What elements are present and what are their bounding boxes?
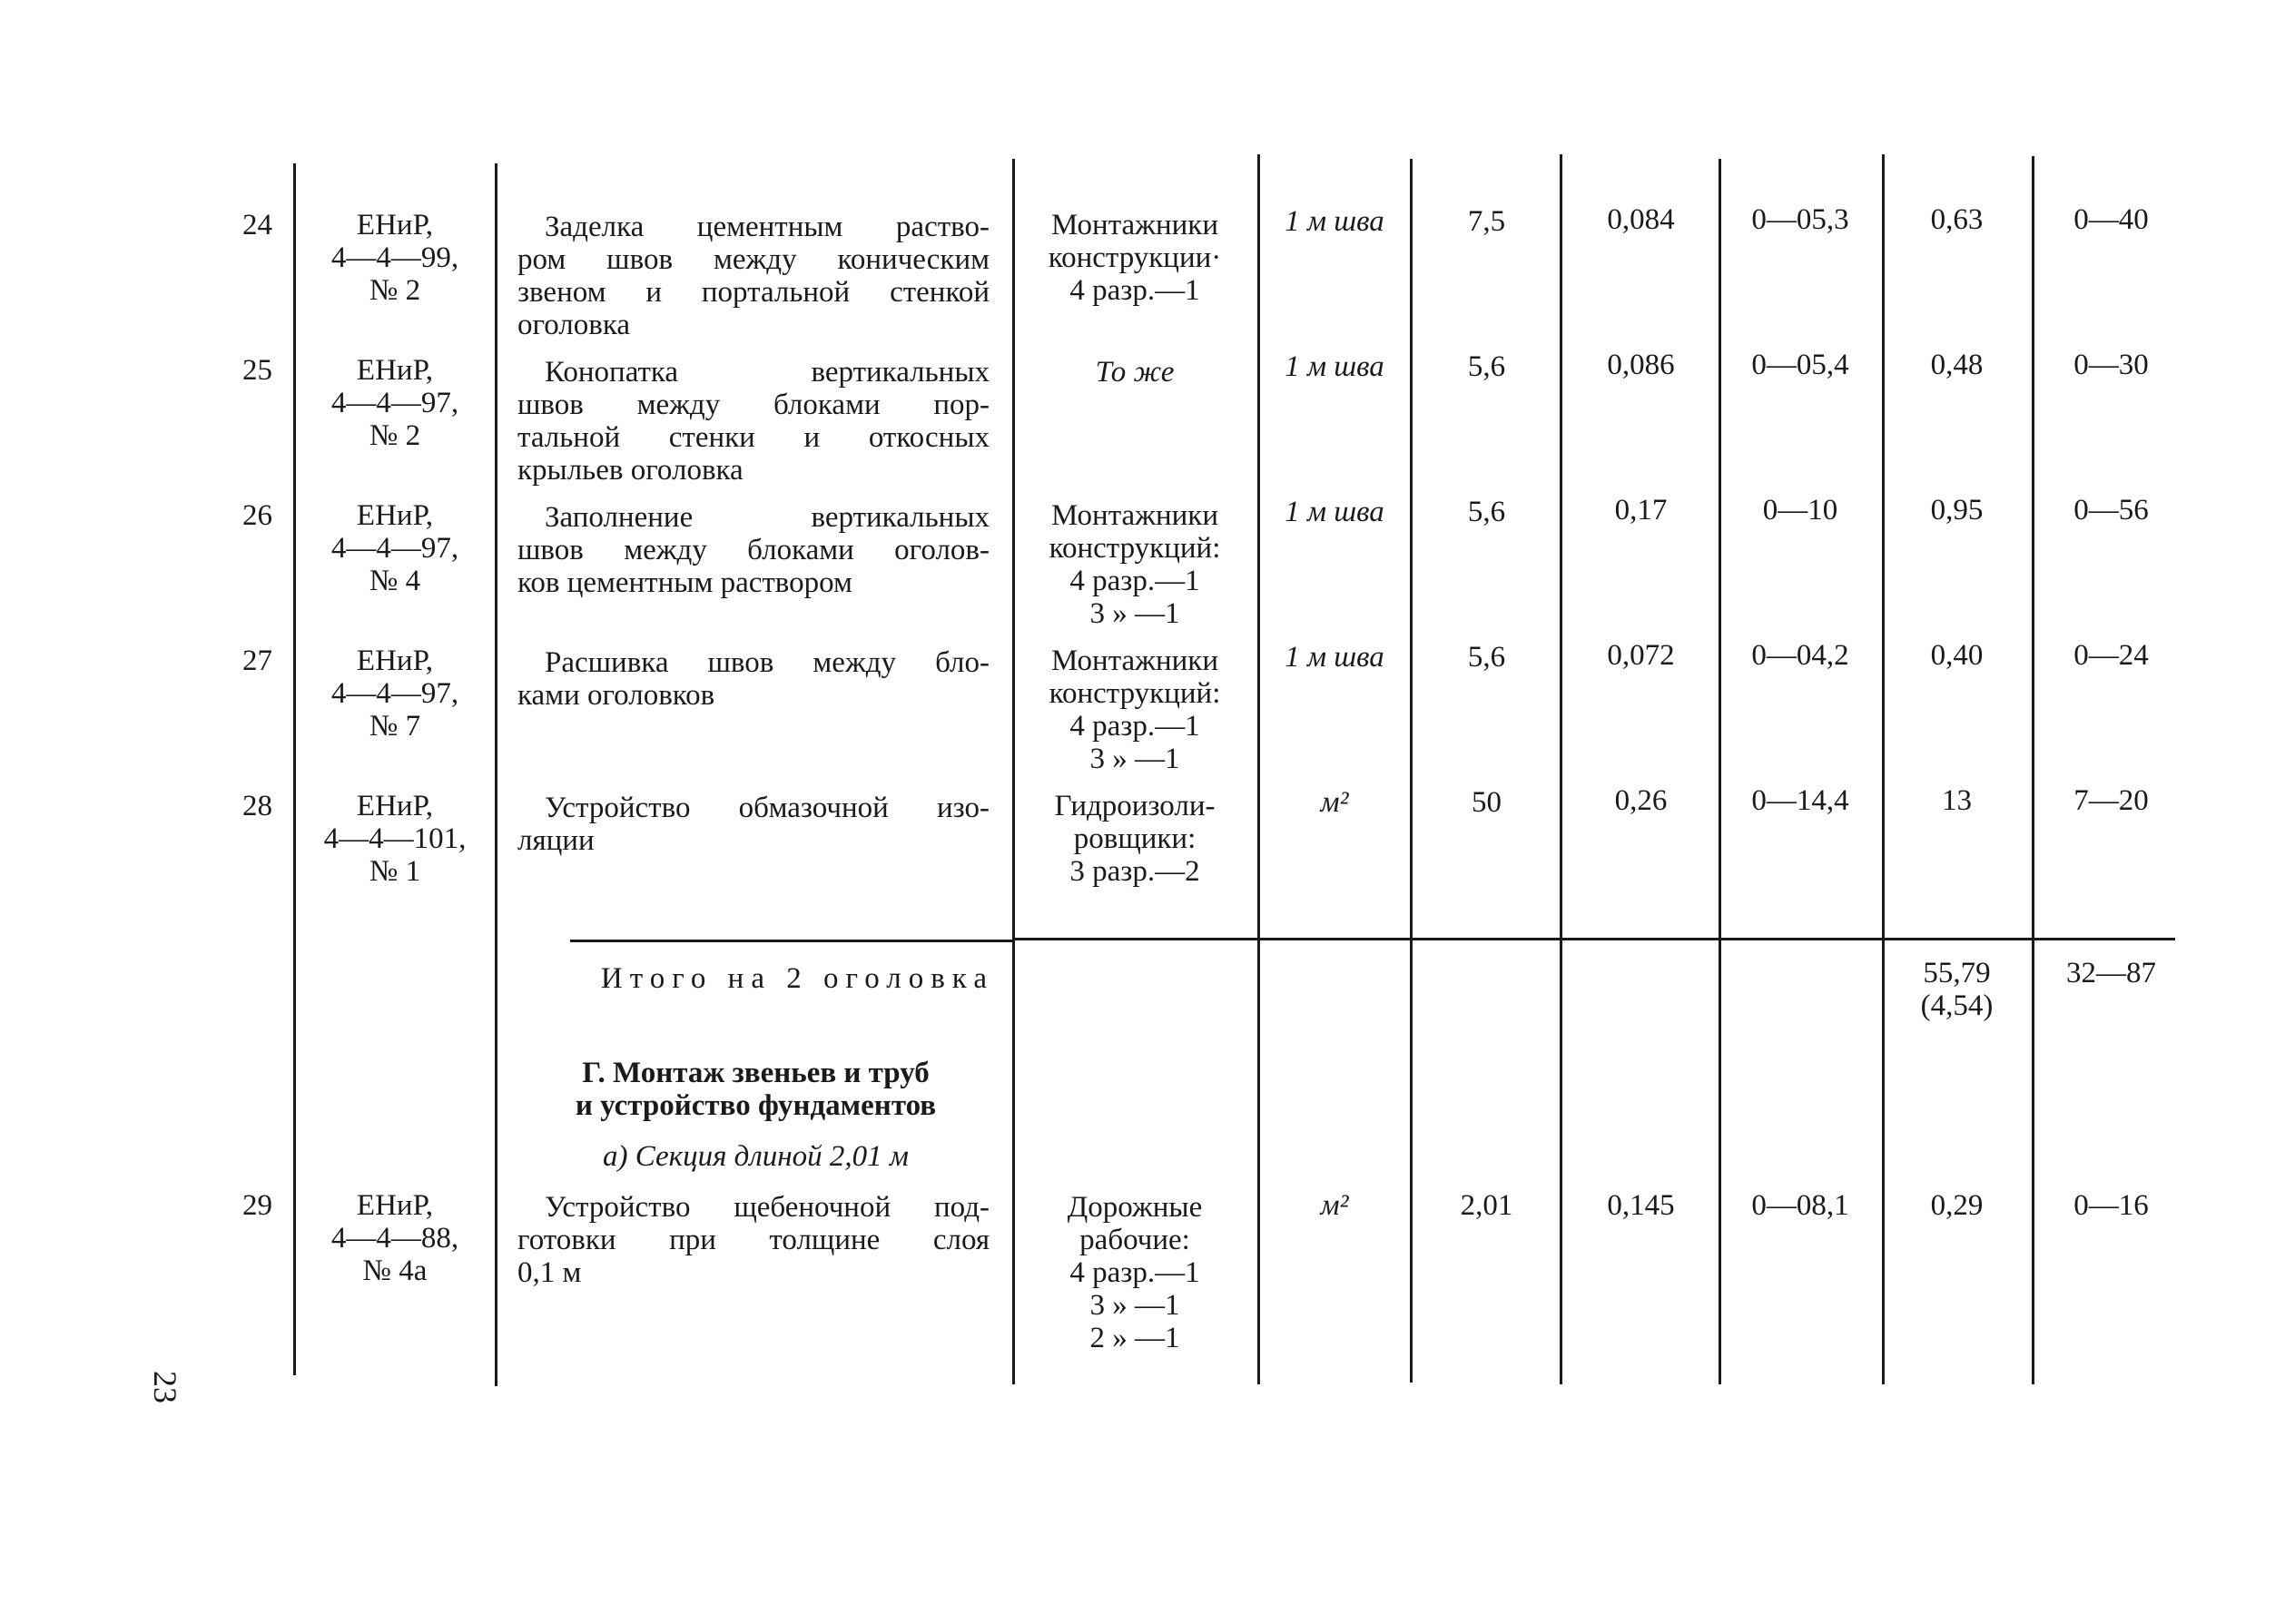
row-number: 27: [242, 645, 272, 677]
work-description: Расшивка швов между бло- ками оголовков: [517, 646, 990, 712]
price: 0—04,2: [1751, 639, 1849, 672]
unit: 1 м шва: [1285, 350, 1384, 383]
price: 0—14,4: [1751, 784, 1849, 817]
totals-label: Итого на 2 оголовка: [600, 962, 994, 995]
quantity: 2,01: [1460, 1189, 1513, 1222]
price: 0—05,3: [1751, 203, 1849, 236]
time-norm: 0,26: [1614, 784, 1668, 817]
row-number: 28: [242, 790, 272, 822]
time-norm: 0,17: [1614, 494, 1668, 527]
price: 0—10: [1762, 494, 1838, 527]
cost: 0—30: [2073, 349, 2149, 381]
quantity: 50: [1472, 786, 1502, 819]
work-description: Устройство обмазочной изо- ляции: [517, 792, 990, 857]
cost: 0—24: [2073, 639, 2149, 672]
labor: 0,63: [1930, 203, 1984, 236]
workers: Монтажники конструкций: 4 разр.—1 3 » —1: [1049, 499, 1221, 630]
section-subheading: а) Секция длиной 2,01 м: [603, 1140, 909, 1173]
quantity: 5,6: [1467, 350, 1506, 383]
cost: 0—56: [2073, 494, 2149, 527]
reference: ЕНиР, 4—4—99, № 2: [330, 209, 459, 307]
totals-rule: [1015, 938, 2175, 940]
time-norm: 0,145: [1607, 1189, 1675, 1222]
reference: ЕНиР, 4—4—97, № 2: [330, 354, 459, 452]
time-norm: 0,086: [1607, 349, 1675, 381]
labor: 0,29: [1930, 1189, 1984, 1222]
row-number: 29: [242, 1189, 272, 1222]
unit: 1 м шва: [1285, 205, 1384, 238]
column-rule: [495, 163, 497, 1386]
work-description: Заполнение вертикальных швов между блоками оголов- ков цементным раствором: [517, 501, 990, 599]
cost: 0—16: [2073, 1189, 2149, 1222]
column-rule: [1560, 154, 1562, 1384]
workers: То же: [1095, 356, 1175, 389]
workers: Дорожные рабочие: 4 разр.—1 3 » —1 2 » —1: [1067, 1191, 1203, 1354]
reference: ЕНиР, 4—4—97, № 7: [330, 645, 459, 743]
row-number: 26: [242, 499, 272, 532]
work-description: Заделка цементным раство- ром швов между коническим звеном и портальной стенкой оголовка: [517, 211, 990, 341]
labor: 0,95: [1930, 494, 1984, 527]
totals-cost: 32—87: [2066, 957, 2156, 989]
work-description: Устройство щебеночной под- готовки при толщине слоя 0,1 м: [517, 1191, 990, 1289]
labor: 13: [1942, 784, 1972, 817]
unit: м²: [1320, 1189, 1349, 1222]
column-rule: [1257, 154, 1260, 1384]
totals-rule: [570, 940, 1012, 942]
column-rule: [1882, 154, 1885, 1384]
workers: Гидроизоли- ровщики: 3 разр.—2: [1054, 790, 1216, 888]
cost: 0—40: [2073, 203, 2149, 236]
unit: м²: [1320, 786, 1349, 819]
section-heading: Г. Монтаж звеньев и труб и устройство фундаментов: [575, 1057, 937, 1122]
page-number: 23: [147, 1371, 183, 1403]
column-rule: [1012, 159, 1015, 1384]
time-norm: 0,072: [1607, 639, 1675, 672]
reference: ЕНиР, 4—4—97, № 4: [330, 499, 459, 597]
column-rule: [1410, 159, 1413, 1383]
workers: Монтажники конструкций: 4 разр.—1 3 » —1: [1049, 645, 1221, 775]
labor: 0,48: [1930, 349, 1984, 381]
labor: 0,40: [1930, 639, 1984, 672]
price: 0—05,4: [1751, 349, 1849, 381]
unit: 1 м шва: [1285, 496, 1384, 528]
reference: ЕНиР, 4—4—101, № 1: [323, 790, 467, 888]
column-rule: [1719, 159, 1721, 1384]
quantity: 7,5: [1467, 205, 1506, 238]
row-number: 25: [242, 354, 272, 387]
price: 0—08,1: [1751, 1189, 1849, 1222]
totals-labor: 55,79 (4,54): [1920, 957, 1994, 1022]
unit: 1 м шва: [1285, 641, 1384, 674]
work-description: Конопатка вертикальных швов между блоками пор- тальной стенки и откосных крыльев оголовка: [517, 356, 990, 487]
quantity: 5,6: [1467, 496, 1506, 528]
column-rule: [2032, 156, 2034, 1384]
row-number: 24: [242, 209, 272, 241]
cost: 7—20: [2073, 784, 2149, 817]
time-norm: 0,084: [1607, 203, 1675, 236]
reference: ЕНиР, 4—4—88, № 4а: [330, 1189, 459, 1287]
quantity: 5,6: [1467, 641, 1506, 674]
workers: Монтажники конструкции· 4 разр.—1: [1048, 209, 1222, 307]
column-rule: [293, 163, 296, 1375]
